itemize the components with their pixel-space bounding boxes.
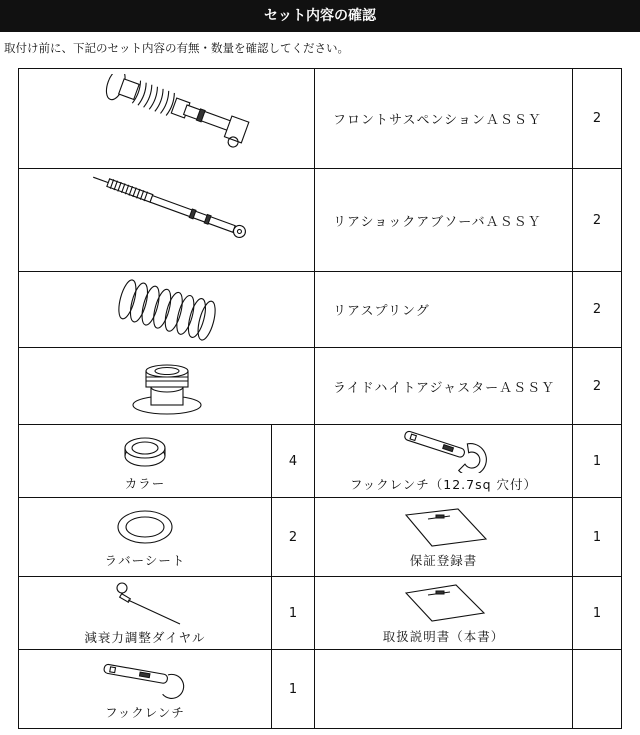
- kit-contents-table: [18, 68, 622, 729]
- table-row: [19, 348, 622, 425]
- part-cell: [315, 425, 573, 498]
- rubber-seat-icon: [115, 505, 175, 549]
- part-qty: 1: [573, 498, 622, 577]
- part-name: カラー: [124, 476, 166, 491]
- part-qty: 2: [573, 169, 622, 272]
- part-qty: 1: [272, 577, 315, 650]
- table-row: [19, 498, 622, 577]
- part-cell: [19, 498, 272, 577]
- part-name: フックレンチ（12.7sq 穴付）: [349, 477, 538, 492]
- part-qty: 2: [573, 348, 622, 425]
- page-title: セット内容の確認: [0, 0, 640, 32]
- manual-icon: [394, 581, 494, 625]
- part-cell: [19, 425, 272, 498]
- rear-spring-icon: [112, 279, 222, 341]
- warranty-card-icon: [394, 505, 494, 549]
- damping-dial-icon: [100, 580, 190, 626]
- empty-cell: [315, 650, 573, 729]
- part-qty: 2: [573, 272, 622, 348]
- part-qty: 2: [573, 69, 622, 169]
- part-name: リアショックアブソーバＡＳＳＹ: [315, 169, 573, 272]
- ride-height-adjuster-icon: [122, 353, 212, 419]
- front-suspension-icon: [77, 74, 257, 164]
- table-row: [19, 272, 622, 348]
- part-name: 減衰力調整ダイヤル: [84, 630, 206, 645]
- part-name: ライドハイトアジャスターＡＳＳＹ: [315, 348, 573, 425]
- part-cell: [19, 577, 272, 650]
- part-cell: [315, 498, 573, 577]
- table-row: [19, 577, 622, 650]
- hook-wrench-hole-icon: [394, 429, 494, 473]
- part-name: フックレンチ: [105, 705, 185, 720]
- part-image-cell: [19, 272, 315, 348]
- table-row: [19, 425, 622, 498]
- collar-icon: [120, 430, 170, 472]
- part-name: 保証登録書: [409, 553, 478, 568]
- part-name: ラバーシート: [104, 553, 186, 568]
- part-name: フロントサスペンションＡＳＳＹ: [315, 69, 573, 169]
- part-qty: 2: [272, 498, 315, 577]
- part-qty: 1: [573, 425, 622, 498]
- part-qty: 1: [272, 650, 315, 729]
- part-name: リアスプリング: [315, 272, 573, 348]
- table-row: [19, 69, 622, 169]
- part-image-cell: [19, 69, 315, 169]
- part-image-cell: [19, 348, 315, 425]
- table-row: [19, 650, 622, 729]
- rear-shock-absorber-icon: [77, 175, 257, 265]
- part-image-cell: [19, 169, 315, 272]
- hook-wrench-icon: [95, 657, 195, 701]
- part-cell: [19, 650, 272, 729]
- part-name: 取扱説明書（本書）: [382, 629, 505, 644]
- part-qty: 4: [272, 425, 315, 498]
- instruction-text: 取付け前に、下記のセット内容の有無・数量を確認してください。: [4, 41, 349, 55]
- part-cell: [315, 577, 573, 650]
- table-row: [19, 169, 622, 272]
- empty-cell: [573, 650, 622, 729]
- part-qty: 1: [573, 577, 622, 650]
